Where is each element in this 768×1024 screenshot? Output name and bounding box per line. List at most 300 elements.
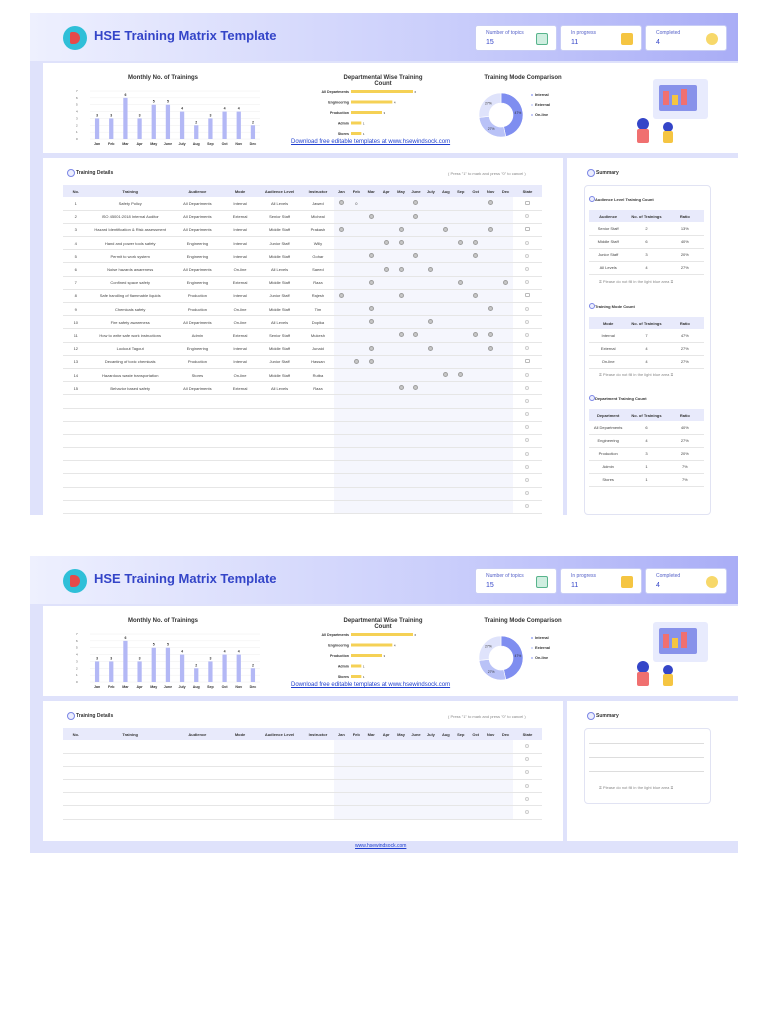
month-cell (483, 237, 498, 250)
bar (351, 644, 392, 647)
column-header: Audience (589, 210, 627, 222)
month-cell (349, 263, 364, 276)
bar (351, 665, 361, 668)
cell (409, 461, 424, 474)
cell: 1 (627, 460, 665, 473)
cell (483, 753, 498, 766)
y-tick-label: 4 (76, 109, 78, 114)
cell: Senior Staff (257, 329, 302, 342)
completed-status-icon (525, 293, 530, 297)
x-tick-label: Mar (122, 685, 129, 689)
bar (351, 132, 361, 135)
month-cell (334, 197, 349, 210)
kpi-value: 15 (486, 582, 494, 589)
bar-data-label: 3 (383, 654, 386, 658)
month-cell (453, 276, 468, 289)
month-cell (438, 316, 453, 329)
month-cell (349, 210, 364, 223)
cell (513, 793, 542, 806)
cell (379, 461, 394, 474)
cell: External (223, 210, 257, 223)
training-details-panel (43, 158, 563, 515)
table-row (589, 342, 704, 355)
x-tick-label: Nov (235, 142, 243, 146)
cell: 2 (63, 210, 89, 223)
month-cell (498, 355, 513, 368)
bar-data-label: 5 (166, 642, 169, 647)
month-cell (438, 197, 453, 210)
cell (483, 434, 498, 447)
month-cell (453, 316, 468, 329)
cell (172, 421, 223, 434)
cell (223, 408, 257, 421)
in-progress-status-icon (525, 386, 529, 390)
cell (498, 461, 513, 474)
dept-chart-title: Departmental Wise Training Count (343, 618, 423, 630)
cell (334, 780, 349, 793)
y-tick-label: 4 (76, 652, 78, 657)
download-link[interactable]: Download free editable templates at www.hsewindsock.com (291, 682, 451, 688)
cell (394, 461, 409, 474)
month-cell (409, 276, 424, 289)
month-cell (334, 223, 349, 236)
cell (89, 448, 172, 461)
cell (63, 474, 89, 487)
dept-chart-title: Departmental Wise Training Count (343, 75, 423, 87)
cell: 47% (666, 329, 704, 342)
level-table (589, 210, 704, 275)
cell (172, 780, 223, 793)
month-cell (409, 223, 424, 236)
cell: Stores (589, 473, 627, 486)
cell: Rutba (302, 368, 334, 381)
category-label: Production (330, 654, 349, 658)
cell: On-line (223, 263, 257, 276)
bar (251, 125, 255, 139)
empty-row (63, 421, 542, 434)
cell (438, 434, 453, 447)
cell (409, 408, 424, 421)
state-cell (513, 276, 542, 289)
cell (349, 806, 364, 819)
cell (63, 753, 89, 766)
cell (223, 474, 257, 487)
column-header: Audience (172, 185, 223, 197)
kpi-value: 4 (656, 39, 660, 46)
month-cell (438, 276, 453, 289)
cell (257, 740, 302, 753)
cell (498, 753, 513, 766)
y-tick-label: 7 (76, 632, 78, 636)
table-row (63, 342, 542, 355)
month-cell (394, 303, 409, 316)
kpi-topics (475, 568, 557, 594)
cell (63, 487, 89, 500)
cell: All Departments (172, 223, 223, 236)
month-cell (438, 237, 453, 250)
cell (498, 395, 513, 408)
cell: Internal (223, 250, 257, 263)
cell (409, 395, 424, 408)
cell: All Departments (172, 263, 223, 276)
month-cell (483, 263, 498, 276)
empty-row (63, 408, 542, 421)
mode-chart-title: Training Mode Comparison (484, 75, 562, 81)
cell (498, 421, 513, 434)
cell (468, 766, 483, 779)
month-cell (468, 197, 483, 210)
month-cell (409, 355, 424, 368)
in-progress-status-icon (525, 399, 529, 403)
cell (498, 487, 513, 500)
bar-data-label: 5 (152, 642, 155, 647)
training-marker (458, 372, 463, 377)
month-cell (498, 342, 513, 355)
cell (394, 395, 409, 408)
cell: All Departments (172, 197, 223, 210)
month-cell (498, 210, 513, 223)
cell (483, 740, 498, 753)
month-cell (468, 263, 483, 276)
cell: Safe handling of flammable liquids (89, 289, 172, 302)
clipboard-icon (536, 33, 548, 45)
state-cell (513, 368, 542, 381)
month-cell (349, 368, 364, 381)
column-header: Audience Level (257, 185, 302, 197)
cell: On-line (223, 303, 257, 316)
cell (423, 793, 438, 806)
month-cell (409, 289, 424, 302)
cell (498, 448, 513, 461)
training-marker (473, 293, 478, 298)
column-header: Training (89, 728, 172, 740)
cell: 5 (63, 250, 89, 263)
completed-status-icon (525, 227, 530, 231)
header-row (589, 409, 704, 421)
dept-chart (293, 87, 433, 141)
bar-data-label: 3 (138, 113, 141, 118)
training-marker (473, 332, 478, 337)
bar (351, 122, 361, 125)
cell (438, 395, 453, 408)
month-cell (379, 329, 394, 342)
cell: Permit to work system (89, 250, 172, 263)
month-cell (423, 197, 438, 210)
month-cell (394, 263, 409, 276)
cell: 7% (666, 473, 704, 486)
divider (589, 743, 704, 744)
column-header: July (423, 185, 438, 197)
x-tick-label: July (178, 142, 186, 146)
cell (63, 461, 89, 474)
bar (95, 661, 99, 682)
x-tick-label: Dec (249, 142, 257, 146)
cell (364, 448, 379, 461)
cell: All Levels (257, 197, 302, 210)
cell (468, 434, 483, 447)
kpi-label: Completed (656, 573, 681, 579)
bar-data-label: 3 (209, 656, 212, 661)
cell: Hazardous waste transportation (89, 368, 172, 381)
cell (63, 793, 89, 806)
cell (453, 780, 468, 793)
x-tick-label: Oct (221, 685, 228, 689)
month-cell (498, 329, 513, 342)
cell (63, 395, 89, 408)
column-header: Ratio (666, 409, 704, 421)
cell (172, 434, 223, 447)
month-cell (334, 329, 349, 342)
cell (423, 434, 438, 447)
cell: Raza (302, 276, 334, 289)
cell (349, 474, 364, 487)
x-tick-label: Dec (249, 685, 257, 689)
cell (498, 806, 513, 819)
cell (89, 806, 172, 819)
cell: 1 (627, 473, 665, 486)
x-tick-label: Mar (122, 142, 129, 146)
state-cell (513, 250, 542, 263)
training-marker (369, 280, 374, 285)
cell (438, 806, 453, 819)
training-marker (413, 200, 418, 205)
cell (438, 408, 453, 421)
empty-row (63, 448, 542, 461)
cell (453, 753, 468, 766)
table-row (589, 222, 704, 235)
y-tick-label: 3 (76, 116, 78, 121)
month-cell (394, 342, 409, 355)
month-cell (468, 316, 483, 329)
training-marker (413, 385, 418, 390)
slice-data-label: 27% (484, 101, 492, 106)
month-cell (334, 316, 349, 329)
month-cell (483, 276, 498, 289)
cell: 27% (666, 261, 704, 274)
cell: Middle Staff (589, 235, 627, 248)
training-marker (473, 253, 478, 258)
kpi-topics (475, 25, 557, 51)
dept-count-title: Department Training Count (595, 396, 647, 401)
cell (257, 421, 302, 434)
month-cell (364, 210, 379, 223)
cell (379, 395, 394, 408)
month-cell (334, 250, 349, 263)
bar (208, 118, 212, 139)
cell (513, 474, 542, 487)
cell (334, 448, 349, 461)
column-header: May (394, 185, 409, 197)
column-header: Mode (223, 728, 257, 740)
bar (351, 90, 413, 93)
column-header: Instructor (302, 728, 334, 740)
cell (483, 474, 498, 487)
training-marker (503, 280, 508, 285)
cell (468, 408, 483, 421)
month-cell (423, 276, 438, 289)
cell (223, 793, 257, 806)
training-marker (473, 240, 478, 245)
cell: External (223, 276, 257, 289)
training-marker (369, 253, 374, 258)
column-header: Aug (438, 728, 453, 740)
bar-data-label: 1 (362, 675, 365, 679)
truck-icon (621, 576, 633, 588)
monthly-chart-title: Monthly No. of Trainings (128, 75, 198, 81)
month-cell (409, 368, 424, 381)
x-tick-label: Aug (192, 685, 200, 689)
cell (349, 461, 364, 474)
cell: Prakash (302, 223, 334, 236)
download-link[interactable]: Download free editable templates at www.hsewindsock.com (291, 139, 451, 145)
bar (180, 655, 184, 682)
cell: Chemicals safety (89, 303, 172, 316)
bar (222, 112, 226, 139)
cell (513, 448, 542, 461)
month-cell (394, 368, 409, 381)
header (30, 13, 738, 61)
cell (302, 448, 334, 461)
table-row (589, 248, 704, 261)
legend-marker (531, 114, 533, 116)
dept-chart (293, 630, 433, 684)
cell (438, 740, 453, 753)
in-progress-status-icon (525, 267, 529, 271)
mode-chart (471, 85, 571, 145)
note-text: Please do not fill in the light blue area (602, 372, 670, 377)
y-tick-label: 0 (76, 680, 78, 684)
cell: Internal (223, 237, 257, 250)
cell: Junior Staff (257, 289, 302, 302)
cell: 9 (63, 303, 89, 316)
month-cell (364, 342, 379, 355)
table-row (63, 223, 542, 236)
cell (302, 434, 334, 447)
month-cell (423, 289, 438, 302)
cell (257, 500, 302, 513)
empty-row (63, 487, 542, 500)
column-header: Aug (438, 185, 453, 197)
cell: Production (589, 447, 627, 460)
cell (334, 793, 349, 806)
y-tick-label: 3 (76, 659, 78, 664)
month-cell (498, 276, 513, 289)
training-marker (413, 214, 418, 219)
cell (334, 500, 349, 513)
in-progress-status-icon (525, 425, 529, 429)
in-progress-status-icon (525, 214, 529, 218)
cell: 3 (627, 248, 665, 261)
cell (379, 780, 394, 793)
cell (364, 780, 379, 793)
cell: 3 (627, 447, 665, 460)
table-row (589, 421, 704, 434)
cell (513, 766, 542, 779)
dashboard-illustration-icon (623, 612, 723, 692)
cell: 6 (627, 235, 665, 248)
table-row (63, 355, 542, 368)
bar (123, 98, 127, 139)
kpi-in-progress (560, 568, 642, 594)
cell: Engineering (589, 434, 627, 447)
mode-table (589, 317, 704, 369)
x-tick-label: Feb (108, 142, 115, 146)
legend-label: On-line (535, 656, 549, 660)
x-tick-label: June (163, 142, 173, 146)
cell (223, 487, 257, 500)
month-cell (453, 289, 468, 302)
note-text: Please do not fill in the light blue area (602, 785, 670, 790)
page-2 (30, 556, 738, 853)
column-header: Mode (589, 317, 627, 329)
month-cell (498, 289, 513, 302)
cell (89, 408, 172, 421)
cell (223, 461, 257, 474)
legend-label: Internal (535, 93, 549, 97)
cell (302, 461, 334, 474)
training-marker (369, 359, 374, 364)
state-cell (513, 329, 542, 342)
month-cell: 0 (349, 197, 364, 210)
cell (468, 421, 483, 434)
cell (423, 740, 438, 753)
state-cell (513, 382, 542, 395)
column-header: Oct (468, 728, 483, 740)
cell (172, 806, 223, 819)
cell (364, 793, 379, 806)
month-cell (483, 250, 498, 263)
cell (394, 434, 409, 447)
cell (438, 766, 453, 779)
month-cell (468, 368, 483, 381)
category-label: All Departments (321, 90, 349, 94)
month-cell (498, 368, 513, 381)
month-cell (394, 382, 409, 395)
cell (453, 461, 468, 474)
cell (379, 806, 394, 819)
column-header: Apr (379, 728, 394, 740)
month-cell (409, 210, 424, 223)
charts-row (43, 63, 738, 153)
y-tick-label: 1 (76, 130, 78, 135)
month-cell (364, 197, 379, 210)
cell (468, 793, 483, 806)
cell: Hassan (302, 355, 334, 368)
bar (180, 112, 184, 139)
cell (379, 500, 394, 513)
state-cell (513, 210, 542, 223)
cell (513, 421, 542, 434)
month-cell (498, 263, 513, 276)
slice-data-label: 47% (514, 654, 522, 659)
category-label: Stores (337, 132, 349, 136)
cell (423, 421, 438, 434)
column-header: Mar (364, 185, 379, 197)
cell (409, 421, 424, 434)
month-cell (423, 316, 438, 329)
footer-link[interactable]: www.hsewindsock.com (355, 843, 407, 849)
month-cell (498, 197, 513, 210)
training-marker (428, 346, 433, 351)
cell (302, 753, 334, 766)
month-cell (468, 342, 483, 355)
cell (498, 434, 513, 447)
cell (302, 780, 334, 793)
cell (513, 461, 542, 474)
cell (302, 766, 334, 779)
cell (513, 434, 542, 447)
y-tick-label: 6 (76, 638, 78, 643)
